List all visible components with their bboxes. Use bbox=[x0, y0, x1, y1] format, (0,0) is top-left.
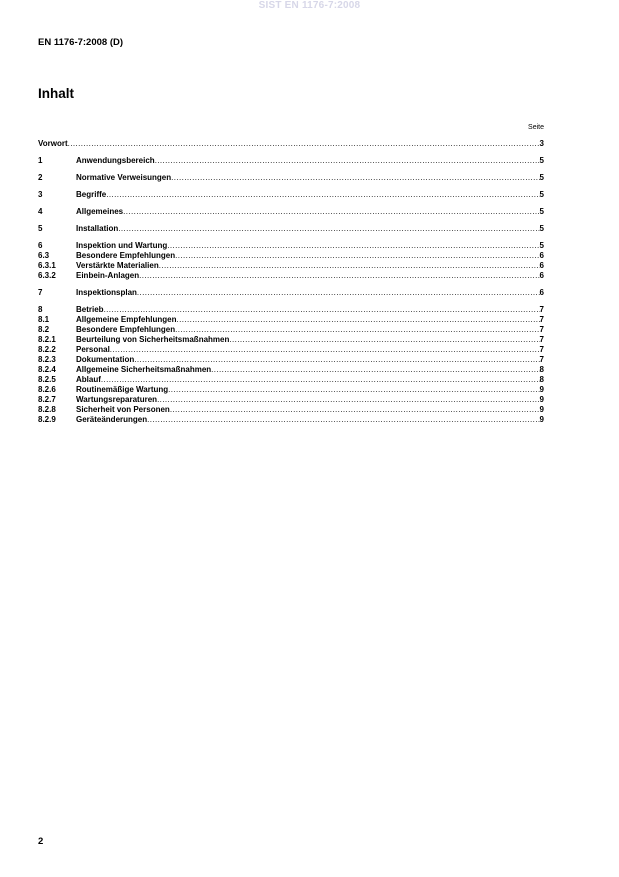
toc-entry-number: 4 bbox=[38, 207, 43, 216]
toc-entry-number: 7 bbox=[38, 288, 43, 297]
toc-entry-number: 8.2.8 bbox=[38, 405, 56, 414]
toc-leader-dots bbox=[155, 156, 540, 166]
toc-entry-title: Installation bbox=[76, 224, 119, 233]
toc-leader-dots bbox=[157, 395, 539, 405]
watermark: SIST EN 1176-7:2008 bbox=[258, 0, 361, 11]
toc-entry-page: 7 bbox=[539, 335, 544, 344]
toc-leader-dots bbox=[137, 288, 540, 298]
toc-entry-title: Anwendungsbereich bbox=[76, 156, 155, 165]
toc-entry-title: Besondere Empfehlungen bbox=[76, 325, 176, 334]
toc-entry[interactable] bbox=[38, 345, 544, 355]
toc-entry-page: 5 bbox=[539, 190, 544, 199]
toc-leader-dots bbox=[167, 241, 539, 251]
toc-entry[interactable] bbox=[38, 315, 544, 325]
toc-entry-page: 9 bbox=[539, 395, 544, 404]
toc-entry-number: 8.2.3 bbox=[38, 355, 56, 364]
toc-entry[interactable] bbox=[38, 385, 544, 395]
toc-leader-dots bbox=[176, 315, 539, 325]
toc-entry-title: Einbein-Anlagen bbox=[76, 271, 140, 280]
toc-entry-title: Beurteilung von Sicherheitsmaßnahmen bbox=[76, 335, 230, 344]
toc-entry-number: 1 bbox=[38, 156, 43, 165]
toc-entry-page: 5 bbox=[539, 224, 544, 233]
toc-entry-page: 7 bbox=[539, 325, 544, 334]
toc-entry-title: Dokumentation bbox=[76, 355, 135, 364]
toc-entry-title: Sicherheit von Personen bbox=[76, 405, 170, 414]
toc-entry-number: 8.2.6 bbox=[38, 385, 56, 394]
toc-entry-page: 9 bbox=[539, 385, 544, 394]
toc-entry-number: 8.2.9 bbox=[38, 415, 56, 424]
toc-entry-page: 5 bbox=[539, 156, 544, 165]
toc-entry-page: 7 bbox=[539, 315, 544, 324]
toc-leader-dots bbox=[123, 207, 539, 217]
toc-entry-title: Allgemeine Empfehlungen bbox=[76, 315, 177, 324]
toc-entry[interactable] bbox=[38, 288, 544, 298]
toc-leader-dots bbox=[106, 190, 539, 200]
toc-entry-page: 8 bbox=[539, 375, 544, 384]
toc-entry[interactable] bbox=[38, 335, 544, 345]
toc-leader-dots bbox=[68, 139, 540, 149]
toc-entry-page: 6 bbox=[539, 271, 544, 280]
toc-entry-number: 8.2.7 bbox=[38, 395, 56, 404]
toc-entry[interactable] bbox=[38, 355, 544, 365]
toc-entry[interactable] bbox=[38, 261, 544, 271]
document-id: EN 1176-7:2008 (D) bbox=[38, 37, 124, 48]
toc-entry-title: Inspektionsplan bbox=[76, 288, 137, 297]
toc-entry-number: 8 bbox=[38, 305, 43, 314]
toc-entry-number: 8.2.1 bbox=[38, 335, 56, 344]
toc-entry-title: Inspektion und Wartung bbox=[76, 241, 168, 250]
toc-entry[interactable] bbox=[38, 207, 544, 217]
toc-entry-page: 5 bbox=[539, 173, 544, 182]
toc-leader-dots bbox=[101, 375, 540, 385]
toc-entry[interactable] bbox=[38, 241, 544, 251]
toc-entry-number: 8.2.4 bbox=[38, 365, 56, 374]
toc-entry[interactable] bbox=[38, 415, 544, 425]
toc-entry-number: 8.2.2 bbox=[38, 345, 56, 354]
toc-entry-title: Allgemeine Sicherheitsmaßnahmen bbox=[76, 365, 212, 374]
toc-entry-page: 7 bbox=[539, 355, 544, 364]
toc-entry-title: Routinemäßige Wartung bbox=[76, 385, 169, 394]
page-column-label: Seite bbox=[528, 124, 544, 131]
toc-entry-page: 3 bbox=[539, 139, 544, 148]
toc-entry[interactable] bbox=[38, 224, 544, 234]
toc-entry[interactable] bbox=[38, 365, 544, 375]
toc-entry[interactable] bbox=[38, 405, 544, 415]
toc-entry-title: Begriffe bbox=[76, 190, 107, 199]
toc-entry[interactable] bbox=[38, 173, 544, 183]
toc-leader-dots bbox=[175, 325, 539, 335]
toc-entry[interactable] bbox=[38, 139, 544, 149]
toc-leader-dots bbox=[134, 355, 539, 365]
toc-entry-number: 2 bbox=[38, 173, 43, 182]
page-title: Inhalt bbox=[38, 86, 74, 101]
toc-entry-title: Allgemeines bbox=[76, 207, 124, 216]
toc-entry[interactable] bbox=[38, 395, 544, 405]
page-number: 2 bbox=[38, 836, 44, 847]
toc-leader-dots bbox=[168, 385, 539, 395]
toc-entry-number: 3 bbox=[38, 190, 43, 199]
toc-entry-title: Wartungsreparaturen bbox=[76, 395, 158, 404]
toc-entry-title: Vorwort bbox=[38, 139, 68, 148]
toc-entry-title: Geräteänderungen bbox=[76, 415, 148, 424]
toc-leader-dots bbox=[147, 415, 539, 425]
toc-entry-title: Personal bbox=[76, 345, 110, 354]
toc-entry[interactable] bbox=[38, 190, 544, 200]
toc-entry-page: 5 bbox=[539, 241, 544, 250]
toc-entry-title: Besondere Empfehlungen bbox=[76, 251, 176, 260]
toc-leader-dots bbox=[159, 261, 540, 271]
toc-entry[interactable] bbox=[38, 375, 544, 385]
toc-entry-number: 8.1 bbox=[38, 315, 50, 324]
toc-entry-page: 5 bbox=[539, 207, 544, 216]
toc-entry-page: 7 bbox=[539, 345, 544, 354]
table-of-contents bbox=[38, 139, 544, 425]
toc-entry-page: 8 bbox=[539, 365, 544, 374]
toc-entry-number: 6.3.2 bbox=[38, 271, 56, 280]
toc-entry[interactable] bbox=[38, 325, 544, 335]
toc-entry-number: 6.3 bbox=[38, 251, 50, 260]
toc-leader-dots bbox=[211, 365, 539, 375]
toc-entry-page: 6 bbox=[539, 251, 544, 260]
toc-entry[interactable] bbox=[38, 271, 544, 281]
toc-entry-number: 6.3.1 bbox=[38, 261, 56, 270]
toc-entry-number: 5 bbox=[38, 224, 43, 233]
toc-entry-page: 9 bbox=[539, 405, 544, 414]
toc-entry-title: Ablauf bbox=[76, 375, 101, 384]
toc-leader-dots bbox=[170, 405, 540, 415]
toc-entry-page: 7 bbox=[539, 305, 544, 314]
toc-entry-title: Normative Verweisungen bbox=[76, 173, 172, 182]
toc-entry-number: 8.2 bbox=[38, 325, 50, 334]
toc-leader-dots bbox=[171, 173, 539, 183]
toc-entry[interactable] bbox=[38, 251, 544, 261]
toc-entry-page: 6 bbox=[539, 288, 544, 297]
toc-leader-dots bbox=[139, 271, 539, 281]
toc-entry-page: 6 bbox=[539, 261, 544, 270]
toc-entry-title: Verstärkte Materialien bbox=[76, 261, 159, 270]
toc-entry-number: 6 bbox=[38, 241, 43, 250]
toc-entry-page: 9 bbox=[539, 415, 544, 424]
toc-entry-number: 8.2.5 bbox=[38, 375, 56, 384]
toc-leader-dots bbox=[118, 224, 539, 234]
toc-entry-title: Betrieb bbox=[76, 305, 104, 314]
toc-entry[interactable] bbox=[38, 156, 544, 166]
toc-leader-dots bbox=[229, 335, 539, 345]
toc-entry[interactable] bbox=[38, 305, 544, 315]
toc-leader-dots bbox=[175, 251, 539, 261]
toc-leader-dots bbox=[104, 305, 540, 315]
toc-leader-dots bbox=[110, 345, 540, 355]
